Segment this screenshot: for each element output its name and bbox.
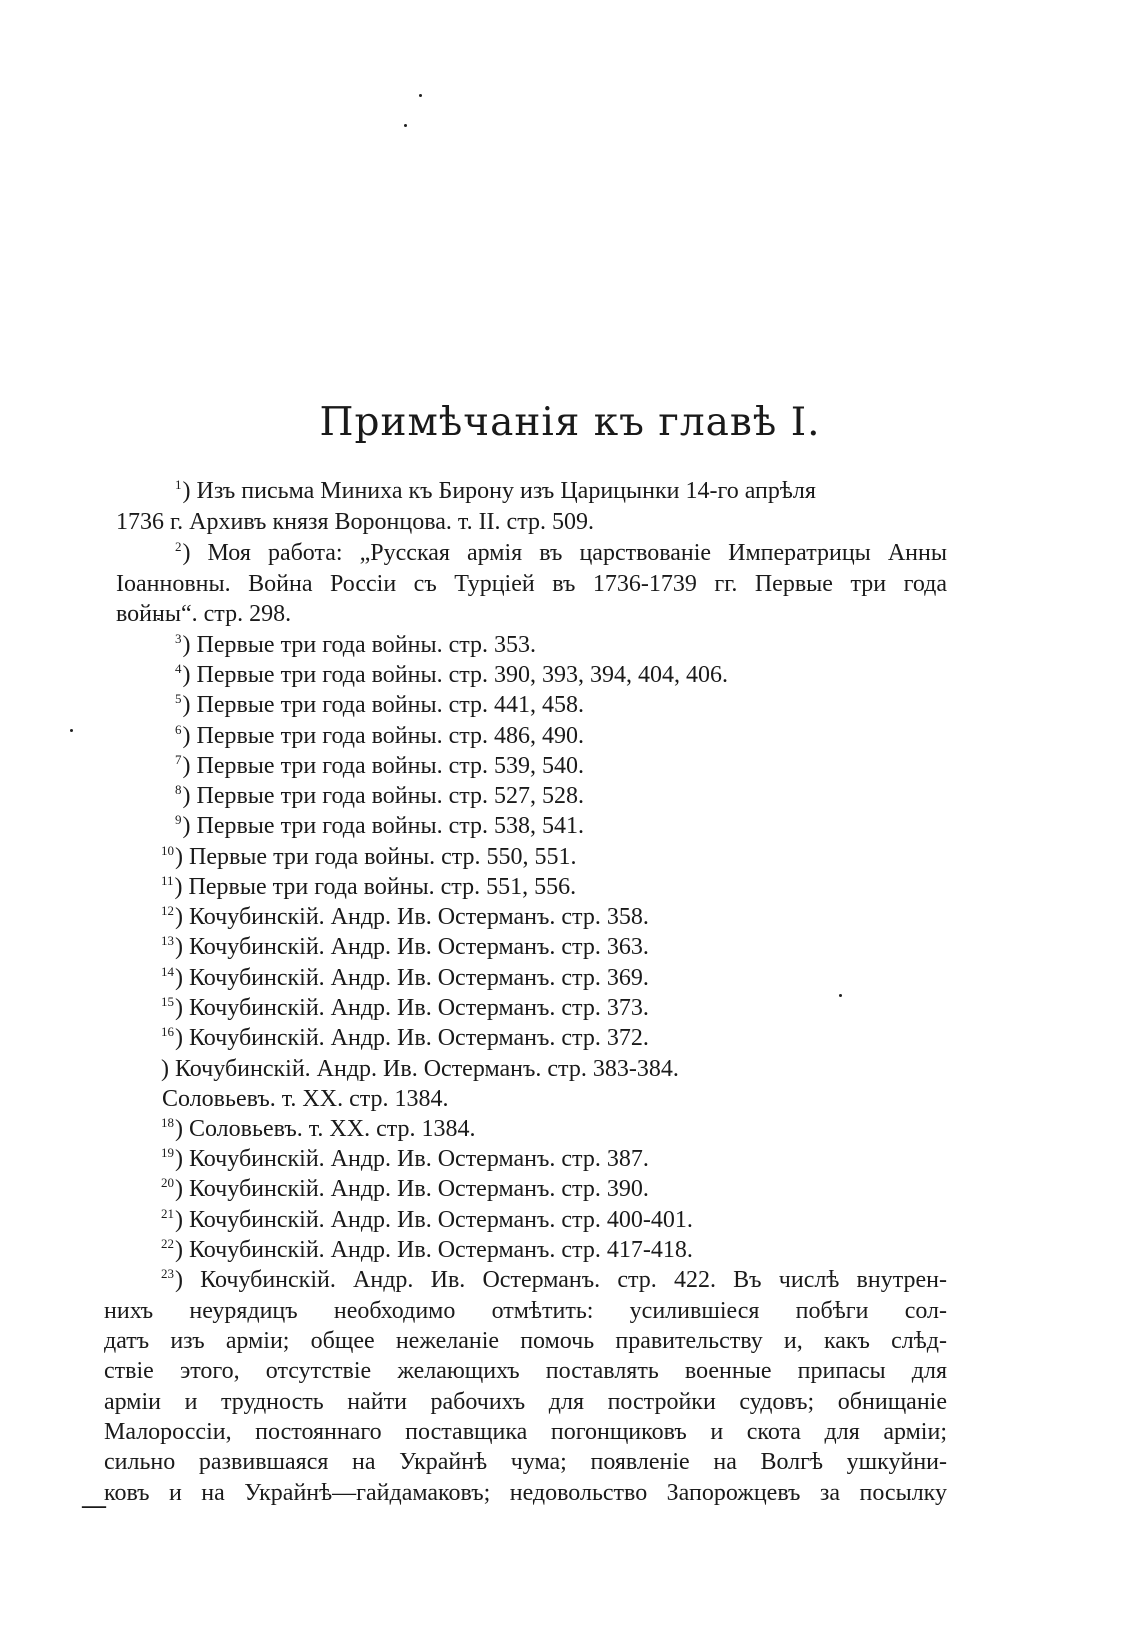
note-line: $^8$) Первые три года войны. стр. 527, 528. <box>175 782 585 809</box>
note-line: $^{22}$) Кочубинскій. Андр. Ив. Остерманъ. стр. 417-418. <box>161 1236 693 1263</box>
note-line: $^{18}$) Соловьевъ. т. XX. стр. 1384. <box>161 1115 476 1142</box>
note-line: $^{15}$) Кочубинскій. Андр. Ив. Остерманъ. стр. 373. <box>161 994 649 1021</box>
note-line: сильно развившаяся на Украйнѣ чума; появленіе на Волгѣ ушкуйни- <box>104 1449 947 1475</box>
note-line: $^2$) Моя работа: „Русская армія въ царствованіе Императрицы Анны <box>175 539 947 566</box>
note-line: $^{14}$) Кочубинскій. Андр. Ив. Остерманъ. стр. 369. <box>161 964 649 991</box>
note-line: $^7$) Первые три года войны. стр. 539, 540. <box>175 752 585 779</box>
note-line: $^{21}$) Кочубинскій. Андр. Ив. Остерманъ. стр. 400-401. <box>161 1206 693 1233</box>
page-title: Примѣчанія къ главѣ I. <box>319 400 821 445</box>
speck <box>404 124 407 127</box>
note-line: Соловьевъ. т. XX. стр. 1384. <box>162 1086 449 1112</box>
note-line: $^4$) Первые три года войны. стр. 390, 393, 394, 404, 406. <box>175 661 729 688</box>
note-line: Іоанновны. Война Россіи съ Турціей въ 1736-1739 гг. Первые три года <box>116 571 947 597</box>
margin-mark: — <box>82 1493 106 1519</box>
note-line: датъ изъ арміи; общее нежеланіе помочь правительству и, какъ слѣд- <box>104 1328 947 1354</box>
note-line: $^{11}$) Первые три года войны. стр. 551, 556. <box>161 873 577 900</box>
note-line: $^{10}$) Первые три года войны. стр. 550, 551. <box>161 843 577 870</box>
speck <box>839 994 842 997</box>
note-line: $^{12}$) Кочубинскій. Андр. Ив. Остерманъ. стр. 358. <box>161 903 649 930</box>
note-line: войны“. стр. 298. <box>116 601 292 627</box>
note-line: $^{20}$) Кочубинскій. Андр. Ив. Остерманъ. стр. 390. <box>161 1175 649 1202</box>
note-line: ствіе этого, отсутствіе желающихъ поставлять военные припасы для <box>104 1358 947 1384</box>
note-line: $^{16}$) Кочубинскій. Андр. Ив. Остерманъ. стр. 372. <box>161 1024 649 1051</box>
note-line: $^{23}$) Кочубинскій. Андр. Ив. Остерманъ. стр. 422. Въ числѣ внутрен- <box>161 1266 947 1293</box>
note-line: ковъ и на Украйнѣ—гайдамаковъ; недовольство Запорожцевъ за посылку <box>104 1480 947 1506</box>
note-line: $^{13}$) Кочубинскій. Андр. Ив. Остерманъ. стр. 363. <box>161 933 649 960</box>
note-line: Малороссіи, постояннаго поставщика погонщиковъ и скота для арміи; <box>104 1419 947 1445</box>
note-line: $^5$) Первые три года войны. стр. 441, 458. <box>175 691 585 718</box>
note-line: $^3$) Первые три года войны. стр. 353. <box>175 631 537 658</box>
speck <box>419 94 422 97</box>
note-line: $^1$) Изъ письма Миниха къ Бирону изъ Царицынки 14-го апрѣля <box>175 477 816 504</box>
note-line: ) Кочубинскій. Андр. Ив. Остерманъ. стр. 383-384. <box>161 1056 679 1082</box>
note-line: 1736 г. Архивъ князя Воронцова. т. II. стр. 509. <box>116 509 594 535</box>
speck <box>70 729 73 732</box>
note-line: $^6$) Первые три года войны. стр. 486, 490. <box>175 722 585 749</box>
note-line: нихъ неурядицъ необходимо отмѣтить: усилившіеся побѣги сол- <box>104 1298 947 1324</box>
note-line: $^{19}$) Кочубинскій. Андр. Ив. Остерманъ. стр. 387. <box>161 1145 649 1172</box>
note-line: арміи и трудность найти рабочихъ для постройки судовъ; обнищаніе <box>104 1389 947 1415</box>
note-line: $^9$) Первые три года войны. стр. 538, 541. <box>175 812 585 839</box>
